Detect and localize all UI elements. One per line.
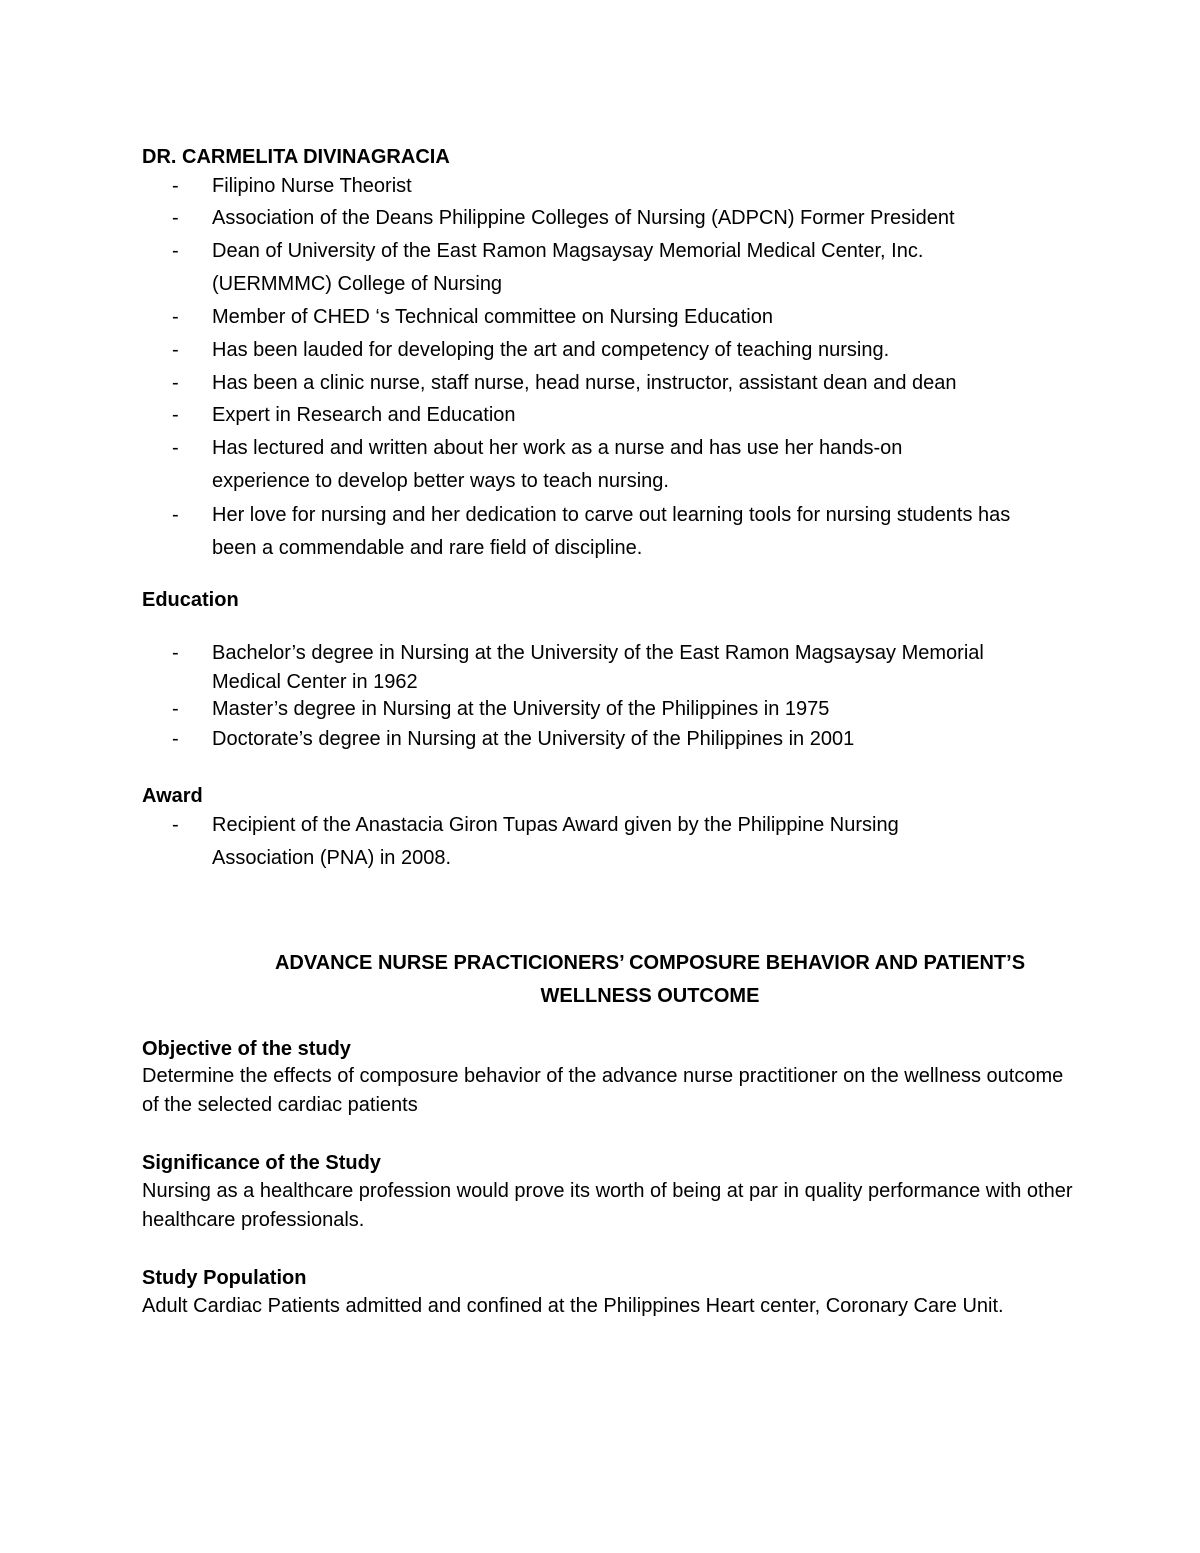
- bullet-dash: -: [172, 207, 179, 229]
- bullet-dash: -: [172, 642, 179, 664]
- bullet-dash: -: [172, 240, 179, 262]
- list-item-text: Bachelor’s degree in Nursing at the University of the East Ramon Magsaysay Memorial Medical Center in 1962: [212, 642, 984, 693]
- significance-text: Nursing as a healthcare profession would prove its worth of being at par in quality performance with other healthcare professionals.: [142, 1180, 1073, 1231]
- bullet-dash: -: [172, 437, 179, 459]
- bullet-dash: -: [172, 504, 179, 526]
- list-item-text: Has been a clinic nurse, staff nurse, head nurse, instructor, assistant dean and dean: [212, 372, 957, 394]
- objective-text: Determine the effects of composure behavior of the advance nurse practitioner on the wellness outcome of the selected cardiac patients: [142, 1065, 1064, 1116]
- population-heading: Study Population: [142, 1267, 307, 1289]
- award-heading: Award: [142, 785, 203, 807]
- bullet-dash: -: [172, 339, 179, 361]
- population-text: Adult Cardiac Patients admitted and confined at the Philippines Heart center, Coronary Care Unit.: [142, 1295, 1004, 1317]
- bullet-dash: -: [172, 372, 179, 394]
- list-item-text: Her love for nursing and her dedication to carve out learning tools for nursing students has been a commendable and rare field of discipline.: [212, 504, 1011, 559]
- list-item-text: Dean of University of the East Ramon Magsaysay Memorial Medical Center, Inc. (UERMMMC) College of Nursing: [212, 240, 924, 295]
- list-item-text: Doctorate’s degree in Nursing at the University of the Philippines in 2001: [212, 728, 855, 750]
- bio-name: DR. CARMELITA DIVINAGRACIA: [142, 146, 450, 168]
- list-item-text: Filipino Nurse Theorist: [212, 175, 412, 197]
- significance-heading: Significance of the Study: [142, 1152, 381, 1174]
- study-title: ADVANCE NURSE PRACTICIONERS’ COMPOSURE BEHAVIOR AND PATIENT’S WELLNESS OUTCOME: [274, 952, 1026, 1007]
- list-item-text: Recipient of the Anastacia Giron Tupas Award given by the Philippine Nursing Association (PNA) in 2008.: [212, 814, 899, 869]
- list-item-text: Association of the Deans Philippine Colleges of Nursing (ADPCN) Former President: [212, 207, 955, 229]
- bullet-dash: -: [172, 728, 179, 750]
- bullet-dash: -: [172, 306, 179, 328]
- bullet-dash: -: [172, 698, 179, 720]
- list-item-text: Master’s degree in Nursing at the University of the Philippines in 1975: [212, 698, 830, 720]
- list-item-text: Expert in Research and Education: [212, 404, 516, 426]
- list-item-text: Member of CHED ‘s Technical committee on Nursing Education: [212, 306, 773, 328]
- education-heading: Education: [142, 589, 239, 611]
- list-item-text: Has been lauded for developing the art and competency of teaching nursing.: [212, 339, 890, 361]
- bullet-dash: -: [172, 814, 179, 836]
- bullet-dash: -: [172, 175, 179, 197]
- bullet-dash: -: [172, 404, 179, 426]
- objective-heading: Objective of the study: [142, 1038, 351, 1060]
- list-item-text: Has lectured and written about her work as a nurse and has use her hands-on experience to develop better ways to teach nursing.: [212, 437, 903, 492]
